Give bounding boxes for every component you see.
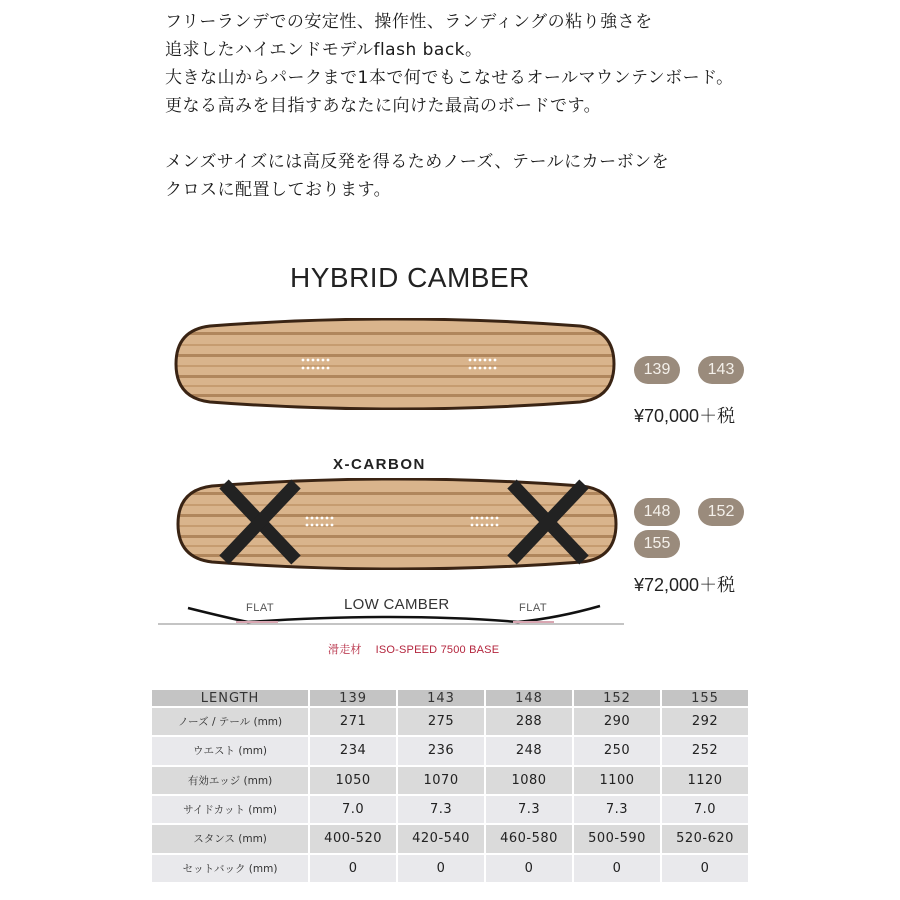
cell: 1050 <box>309 766 397 795</box>
column-header: 143 <box>397 689 485 707</box>
base-value: ISO-SPEED 7500 BASE <box>375 644 500 656</box>
cell: 1070 <box>397 766 485 795</box>
table-header: LENGTH <box>151 689 309 707</box>
x-carbon-price: ¥72,000＋税 <box>634 575 736 595</box>
row-label: ノーズ / テール (mm) <box>151 707 309 736</box>
product-description <box>165 8 734 204</box>
column-header: 152 <box>573 689 661 707</box>
table-row <box>151 854 749 883</box>
desc-line: フリーランデでの安定性、操作性、ランディングの粘り強さを <box>165 12 653 32</box>
cell: 7.3 <box>573 795 661 824</box>
desc-line: 大きな山からパークまで1本で何でもこなせるオールマウンテンボード。 <box>165 68 734 88</box>
cell: 1080 <box>485 766 573 795</box>
cell: 460-580 <box>485 824 573 853</box>
row-label: ウエスト (mm) <box>151 736 309 765</box>
cell: 290 <box>573 707 661 736</box>
cell: 0 <box>573 854 661 883</box>
cell: 7.0 <box>309 795 397 824</box>
size-badge: 148 <box>634 498 680 526</box>
column-header: 155 <box>661 689 749 707</box>
cell: 292 <box>661 707 749 736</box>
flat-label-right: FLAT <box>519 602 548 614</box>
cell: 7.3 <box>397 795 485 824</box>
size-badge: 152 <box>698 498 744 526</box>
row-label: サイドカット (mm) <box>151 795 309 824</box>
size-badge: 139 <box>634 356 680 384</box>
base-label: 滑走材 <box>328 644 362 656</box>
x-carbon-board-image <box>172 478 622 570</box>
desc-line: クロスに配置しております。 <box>165 180 392 200</box>
x-carbon-title: X-CARBON <box>333 456 426 473</box>
hybrid-price: ¥70,000＋税 <box>634 406 736 426</box>
spec-table <box>150 688 750 884</box>
cell: 1120 <box>661 766 749 795</box>
cell: 0 <box>485 854 573 883</box>
column-header: 139 <box>309 689 397 707</box>
size-badge: 155 <box>634 530 680 558</box>
cell: 250 <box>573 736 661 765</box>
cell: 400-520 <box>309 824 397 853</box>
cell: 252 <box>661 736 749 765</box>
hybrid-camber-title: HYBRID CAMBER <box>290 262 530 293</box>
cell: 1100 <box>573 766 661 795</box>
base-material <box>328 641 513 657</box>
cell: 248 <box>485 736 573 765</box>
cell: 520-620 <box>661 824 749 853</box>
desc-line: メンズサイズには高反発を得るためノーズ、テールにカーボンを <box>165 152 670 172</box>
table-row <box>151 736 749 765</box>
cell: 500-590 <box>573 824 661 853</box>
table-row <box>151 707 749 736</box>
cell: 420-540 <box>397 824 485 853</box>
table-row <box>151 824 749 853</box>
cell: 0 <box>661 854 749 883</box>
column-header: 148 <box>485 689 573 707</box>
table-row <box>151 766 749 795</box>
size-badge: 143 <box>698 356 744 384</box>
hybrid-board-image <box>170 318 620 410</box>
low-camber-label: LOW CAMBER <box>344 596 450 613</box>
row-label: セットバック (mm) <box>151 854 309 883</box>
flat-label-left: FLAT <box>246 602 275 614</box>
table-row <box>151 795 749 824</box>
cell: 236 <box>397 736 485 765</box>
desc-line: 追求したハイエンドモデルflash back。 <box>165 40 483 60</box>
cell: 7.0 <box>661 795 749 824</box>
cell: 7.3 <box>485 795 573 824</box>
desc-line: 更なる高みを目指すあなたに向けた最高のボードです。 <box>165 96 602 116</box>
cell: 271 <box>309 707 397 736</box>
cell: 288 <box>485 707 573 736</box>
cell: 234 <box>309 736 397 765</box>
cell: 0 <box>397 854 485 883</box>
cell: 0 <box>309 854 397 883</box>
row-label: スタンス (mm) <box>151 824 309 853</box>
cell: 275 <box>397 707 485 736</box>
row-label: 有効エッジ (mm) <box>151 766 309 795</box>
